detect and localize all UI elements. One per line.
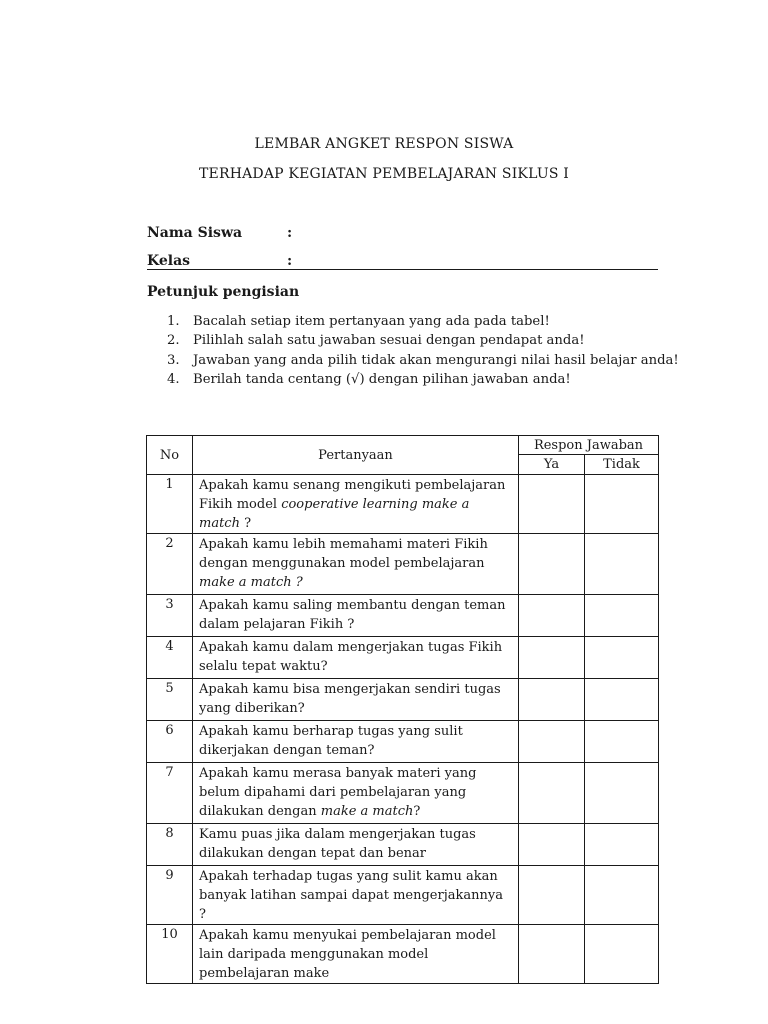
instruction-number: 2.: [167, 333, 180, 349]
question-term: cooperative learning make a match: [199, 497, 470, 531]
question-text: [193, 534, 519, 595]
header-no-answer: Tidak: [585, 455, 659, 475]
answer-no-cell[interactable]: [585, 637, 659, 679]
table-header-row: [147, 436, 659, 455]
answer-yes-cell[interactable]: [519, 763, 585, 824]
class-field: [147, 253, 293, 269]
answer-yes-cell[interactable]: [519, 824, 585, 866]
question-text: [193, 925, 519, 984]
header-question: Pertanyaan: [193, 436, 519, 475]
document-title: LEMBAR ANGKET RESPON SISWA: [254, 136, 514, 152]
question-segment: ?: [413, 804, 421, 819]
answer-yes-cell[interactable]: [519, 925, 585, 984]
row-number: 7: [147, 763, 193, 824]
table-row: [147, 475, 659, 534]
question-segment: Apakah kamu merasa banyak materi yang belum dipahami dari pembelajaran yang dilakukan dengan: [199, 766, 477, 819]
question-term: make a match: [320, 804, 414, 819]
answer-yes-cell[interactable]: [519, 475, 585, 534]
table-row: [147, 763, 659, 824]
answer-no-cell[interactable]: [585, 475, 659, 534]
header-divider: [147, 269, 658, 270]
question-text: [193, 721, 519, 763]
answer-no-cell[interactable]: [585, 866, 659, 925]
question-term: make a match ?: [199, 575, 303, 590]
table-row: [147, 721, 659, 763]
student-name-field: [147, 225, 293, 241]
answer-no-cell[interactable]: [585, 824, 659, 866]
answer-no-cell[interactable]: [585, 534, 659, 595]
header-no: No: [147, 436, 193, 475]
header-response: Respon Jawaban: [519, 436, 659, 455]
row-number: 10: [147, 925, 193, 984]
question-text: [193, 866, 519, 925]
question-segment: Apakah kamu bisa mengerjakan sendiri tugas yang diberikan?: [199, 682, 501, 716]
class-colon: :: [287, 253, 293, 269]
question-text: [193, 824, 519, 866]
question-text: [193, 475, 519, 534]
question-segment: Apakah kamu lebih memahami materi Fikih dengan menggunakan model pembelajaran: [199, 537, 488, 571]
question-text: [193, 763, 519, 824]
instruction-number: 4.: [167, 371, 180, 387]
row-number: 1: [147, 475, 193, 534]
question-segment: Apakah kamu berharap tugas yang sulit dikerjakan dengan teman?: [199, 724, 463, 758]
question-text: [193, 637, 519, 679]
instruction-number: 3.: [167, 352, 180, 368]
question-segment: Apakah kamu saling membantu dengan teman dalam pelajaran Fikih ?: [199, 598, 506, 632]
questionnaire-body: [147, 475, 659, 984]
question-segment: Apakah terhadap tugas yang sulit kamu akan banyak latihan sampai dapat mengerjakannya ?: [199, 869, 503, 922]
answer-yes-cell[interactable]: [519, 534, 585, 595]
row-number: 4: [147, 637, 193, 679]
instruction-text: Berilah tanda centang (√) dengan pilihan jawaban anda!: [193, 371, 571, 387]
document-subtitle: TERHADAP KEGIATAN PEMBELAJARAN SIKLUS I: [199, 166, 569, 182]
row-number: 2: [147, 534, 193, 595]
table-row: [147, 925, 659, 984]
instruction-number: 1.: [167, 314, 180, 329]
answer-yes-cell[interactable]: [519, 721, 585, 763]
row-number: 5: [147, 679, 193, 721]
table-row: [147, 679, 659, 721]
answer-yes-cell[interactable]: [519, 679, 585, 721]
row-number: 8: [147, 824, 193, 866]
question-segment: Kamu puas jika dalam mengerjakan tugas dilakukan dengan tepat dan benar: [199, 827, 476, 861]
instructions-heading: Petunjuk pengisian: [147, 284, 300, 300]
question-segment: ?: [239, 516, 252, 531]
question-text: [193, 679, 519, 721]
questionnaire-table: [146, 435, 659, 984]
table-row: [147, 637, 659, 679]
table-row: [147, 824, 659, 866]
answer-yes-cell[interactable]: [519, 866, 585, 925]
instruction-text: Bacalah setiap item pertanyaan yang ada pada tabel!: [193, 314, 550, 329]
answer-no-cell[interactable]: [585, 595, 659, 637]
class-label: Kelas: [147, 253, 191, 269]
answer-no-cell[interactable]: [585, 925, 659, 984]
table-row: [147, 595, 659, 637]
answer-no-cell[interactable]: [585, 763, 659, 824]
student-name-label: Nama Siswa: [147, 225, 243, 241]
question-segment: Apakah kamu senang mengikuti pembelajaran Fikih model: [199, 478, 506, 512]
answer-no-cell[interactable]: [585, 679, 659, 721]
row-number: 6: [147, 721, 193, 763]
header-yes: Ya: [519, 455, 585, 475]
student-name-colon: :: [287, 225, 293, 241]
row-number: 9: [147, 866, 193, 925]
answer-yes-cell[interactable]: [519, 595, 585, 637]
answer-no-cell[interactable]: [585, 721, 659, 763]
instruction-text: Pilihlah salah satu jawaban sesuai dengan pendapat anda!: [193, 333, 585, 349]
instruction-text: Jawaban yang anda pilih tidak akan mengurangi nilai hasil belajar anda!: [193, 352, 679, 368]
answer-yes-cell[interactable]: [519, 637, 585, 679]
row-number: 3: [147, 595, 193, 637]
question-text: [193, 595, 519, 637]
table-row: [147, 866, 659, 925]
table-row: [147, 534, 659, 595]
question-segment: Apakah kamu dalam mengerjakan tugas Fikih selalu tepat waktu?: [199, 640, 503, 674]
question-segment: Apakah kamu menyukai pembelajaran model lain daripada menggunakan model pembelajaran make: [199, 928, 496, 981]
